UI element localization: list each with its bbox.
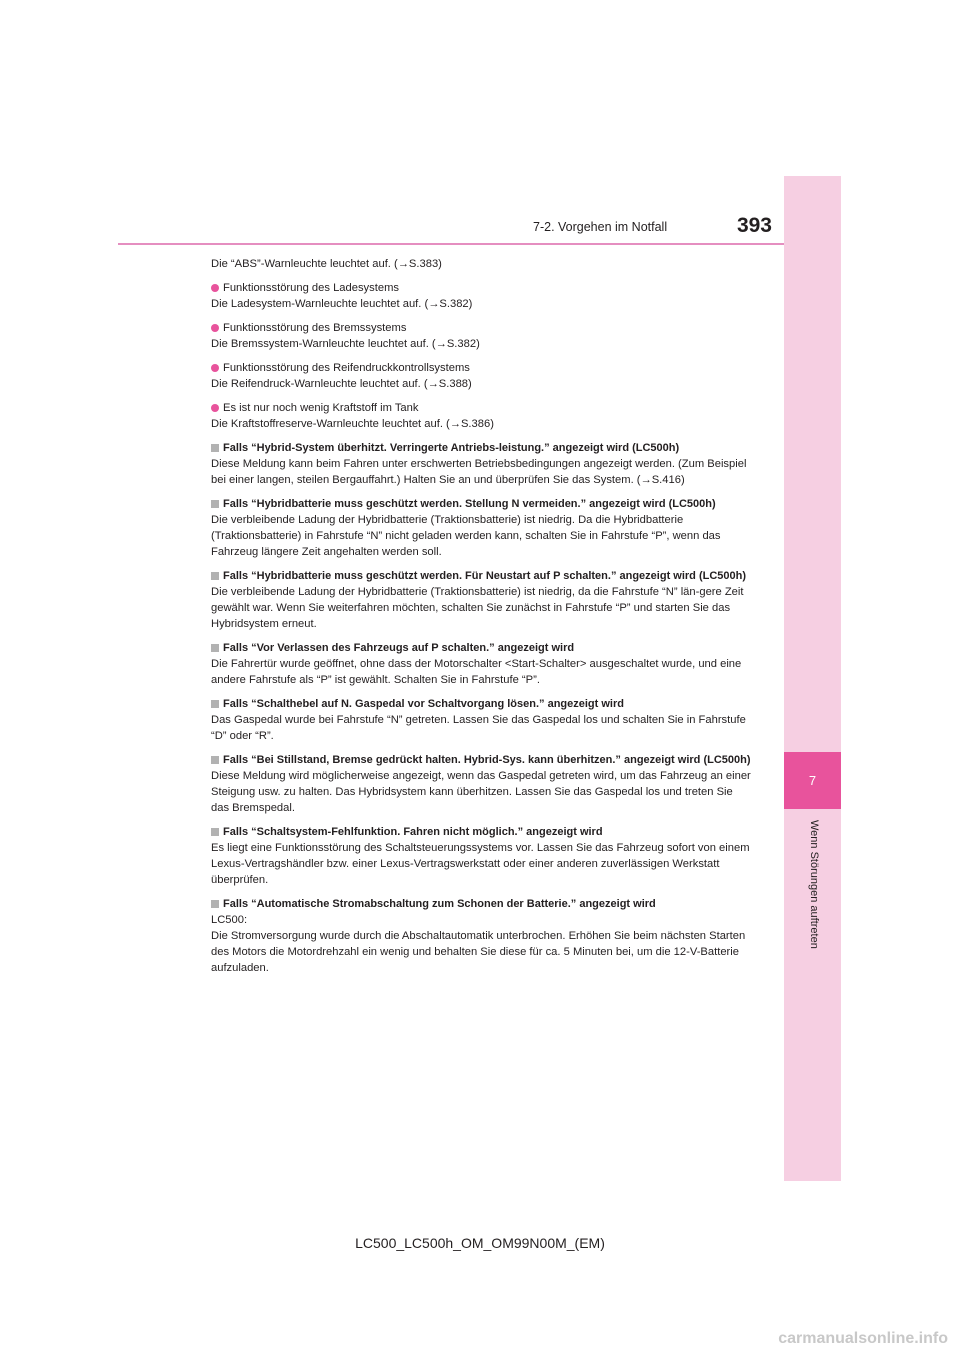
section-heading: Falls “Schaltsystem-Fehlfunktion. Fahren nicht möglich.” angezeigt wird: [223, 826, 603, 838]
bullet-item: [211, 280, 751, 312]
chapter-side-tab: [784, 176, 841, 1181]
bullet-title: Funktionsstörung des Ladesystems: [223, 282, 399, 294]
section-body: Die Fahrertür wurde geöffnet, ohne dass der Motorschalter <Start-Schalter> ausgeschaltet wurde, und eine andere Fahrstufe als “P” ist gewählt. Schalten Sie in Fahrstufe “P”.: [211, 658, 742, 686]
message-section: [211, 568, 751, 632]
message-section: [211, 896, 751, 976]
section-body: Das Gaspedal wurde bei Fahrstufe “N” getreten. Lassen Sie das Gaspedal los und schalten Sie in Fahrstufe “D” oder “R”.: [211, 714, 746, 742]
main-content: [211, 256, 751, 976]
section-body: Es liegt eine Funktionsstörung des Schaltsteuerungssystems vor. Lassen Sie das Fahrzeug sofort von einem Lexus-Vertragshändler bzw. einer Lexus-Vertragswerkstatt oder einer anderen zuverlässigen Werkstatt überprüfen.: [211, 842, 750, 886]
section-body: Diese Meldung kann beim Fahren unter erschwerten Betriebsbedingungen angezeigt werden. (Zum Beispiel bei einer langen, steilen Bergauffahrt.) Halten Sie an und überprüfen Sie das System. (→S.416): [211, 458, 747, 486]
section-heading: Falls “Bei Stillstand, Bremse gedrückt halten. Hybrid-Sys. kann überhitzen.” angezeigt wird (LC500h): [223, 754, 751, 766]
bullet-text: Die Kraftstoffreserve-Warnleuchte leuchtet auf. (→S.386): [211, 418, 494, 430]
bullet-title: Funktionsstörung des Reifendruckkontrollsystems: [223, 362, 470, 374]
square-bullet-icon: [211, 900, 219, 908]
section-body-continued: Die Stromversorgung wurde durch die Abschaltautomatik unterbrochen. Erhöhen Sie beim nächsten Starten des Motors die Motordrehzahl ein wenig und behalten Sie diese für ca. 5 Minuten bei, um die 12-V-Batterie aufzuladen.: [211, 930, 746, 974]
square-bullet-icon: [211, 444, 219, 452]
chapter-title: Wenn Störungen auftreten: [808, 820, 820, 949]
watermark: carmanualsonline.info: [778, 1330, 948, 1347]
section-heading: Falls “Vor Verlassen des Fahrzeugs auf P schalten.” angezeigt wird: [223, 642, 575, 654]
bullet-dot-icon: [211, 324, 219, 332]
section-body: Diese Meldung wird möglicherweise angezeigt, wenn das Gaspedal getreten wird, um das Fahrzeug an einer Steigung usw. zu halten. Das Hybridsystem kann überhitzen. Lassen Sie das Gaspedal los und treten Sie das Bremspedal.: [211, 770, 751, 814]
square-bullet-icon: [211, 828, 219, 836]
message-section: [211, 496, 751, 560]
bullet-dot-icon: [211, 284, 219, 292]
bullet-dot-icon: [211, 404, 219, 412]
section-heading: Falls “Schalthebel auf N. Gaspedal vor Schaltvorgang lösen.” angezeigt wird: [223, 698, 624, 710]
document-footer: LC500_LC500h_OM_OM99N00M_(EM): [355, 1235, 605, 1251]
message-section: [211, 640, 751, 688]
bullet-title: Es ist nur noch wenig Kraftstoff im Tank: [223, 402, 419, 414]
message-section: [211, 696, 751, 744]
bullet-item: [211, 320, 751, 352]
bullet-dot-icon: [211, 364, 219, 372]
section-heading: Falls “Hybridbatterie muss geschützt werden. Stellung N vermeiden.” angezeigt wird (LC500h): [223, 498, 716, 510]
square-bullet-icon: [211, 644, 219, 652]
message-section: [211, 440, 751, 488]
message-section: [211, 824, 751, 888]
section-heading: Falls “Hybridbatterie muss geschützt werden. Für Neustart auf P schalten.” angezeigt wird (LC500h): [223, 570, 747, 582]
section-heading: Falls “Hybrid-System überhitzt. Verringerte Antriebs-leistung.” angezeigt wird (LC500h): [223, 442, 680, 454]
bullet-text: Die Ladesystem-Warnleuchte leuchtet auf. (→S.382): [211, 298, 473, 310]
section-body: Die verbleibende Ladung der Hybridbatterie (Traktionsbatterie) ist niedrig. Da die Hybridbatterie (Traktionsbatterie) in Fahrstufe “N” nicht geladen werden kann, schalten Sie in Fahrstufe “P”, wenn das Fahrzeug längere Zeit angehalten werden soll.: [211, 514, 721, 558]
square-bullet-icon: [211, 700, 219, 708]
square-bullet-icon: [211, 500, 219, 508]
section-title: 7-2. Vorgehen im Notfall: [533, 220, 668, 234]
message-section: [211, 752, 751, 816]
square-bullet-icon: [211, 756, 219, 764]
bullet-item: [211, 360, 751, 392]
bullet-text: Die Reifendruck-Warnleuchte leuchtet auf. (→S.388): [211, 378, 472, 390]
section-body: Die verbleibende Ladung der Hybridbatterie (Traktionsbatterie) ist niedrig, da die Fahrstufe “N” län-gere Zeit gewählt war. Wenn Sie weiterfahren möchten, schalten Sie zunächst in Fahrstufe “P” und starten Sie das Hybridsystem erneut.: [211, 586, 744, 630]
section-heading: Falls “Automatische Stromabschaltung zum Schonen der Batterie.” angezeigt wird: [223, 898, 656, 910]
section-body: LC500:: [211, 914, 248, 926]
bullet-text: Die Bremssystem-Warnleuchte leuchtet auf. (→S.382): [211, 338, 480, 350]
square-bullet-icon: [211, 572, 219, 580]
page-number: 393: [736, 214, 772, 237]
bullet-item: [211, 400, 751, 432]
bullet-title: Funktionsstörung des Bremssystems: [223, 322, 407, 334]
intro-line: Die “ABS”-Warnleuchte leuchtet auf. (→S.383): [211, 258, 442, 270]
chapter-number: 7: [784, 752, 841, 809]
header-rule: [118, 243, 784, 245]
